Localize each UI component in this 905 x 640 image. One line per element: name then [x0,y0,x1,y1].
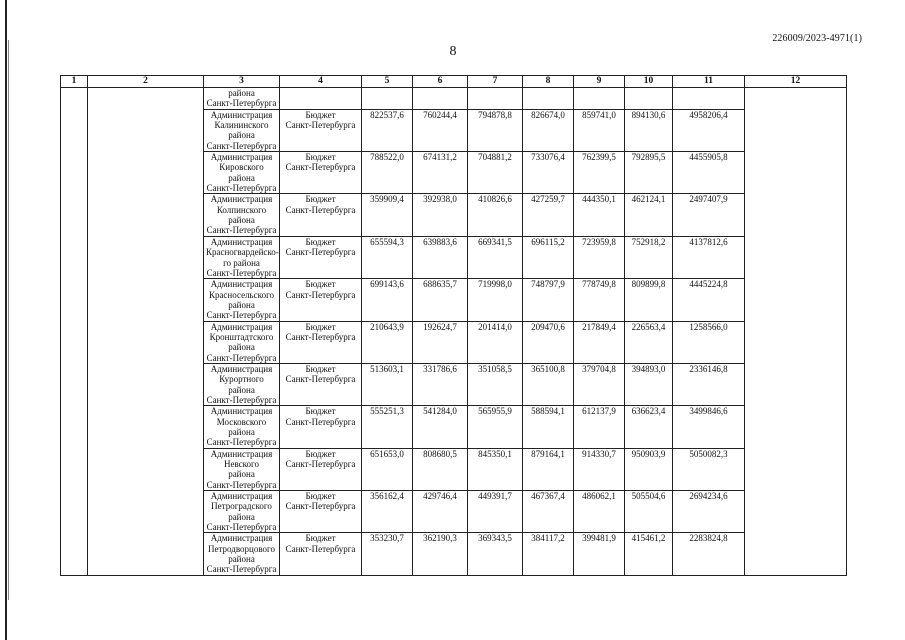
empty-cell [280,88,362,110]
total-cell: 2694234,6 [673,491,745,533]
column-header-6: 6 [413,76,468,88]
column-header-3: 3 [204,76,280,88]
value-cell: 669341,5 [468,236,523,278]
funding-source-cell: Бюджет Санкт-Петербурга [280,279,362,321]
value-cell: 226563,4 [625,321,673,363]
value-cell: 415461,2 [625,533,673,575]
value-cell: 384117,2 [523,533,574,575]
total-cell: 2497407,9 [673,194,745,236]
value-cell: 379704,8 [574,363,625,405]
column-header-10: 10 [625,76,673,88]
organization-cell: Администрация Невского района Санкт-Петербурга [204,448,280,490]
value-cell: 809899,8 [625,279,673,321]
value-cell: 331786,6 [413,363,468,405]
funding-source-cell: Бюджет Санкт-Петербурга [280,491,362,533]
funding-source-cell: Бюджет Санкт-Петербурга [280,406,362,448]
value-cell: 822537,6 [362,109,413,151]
page-number: 8 [449,44,457,59]
funding-source-cell: Бюджет Санкт-Петербурга [280,448,362,490]
value-cell: 879164,1 [523,448,574,490]
value-cell: 651653,0 [362,448,413,490]
organization-cell: Администрация Калининского района Санкт-Петербурга [204,109,280,151]
value-cell: 541284,0 [413,406,468,448]
value-cell: 748797,9 [523,279,574,321]
empty-cell [574,88,625,110]
total-cell: 3499846,6 [673,406,745,448]
total-cell: 4958206,4 [673,109,745,151]
value-cell: 486062,1 [574,491,625,533]
organization-cell: Администрация Красногвардейско- го района Санкт-Петербурга [204,236,280,278]
empty-cell [413,88,468,110]
header-row [61,76,847,88]
value-cell: 699143,6 [362,279,413,321]
funding-source-cell: Бюджет Санкт-Петербурга [280,194,362,236]
value-cell: 392938,0 [413,194,468,236]
total-cell: 4445224,8 [673,279,745,321]
value-cell: 762399,5 [574,152,625,194]
empty-cell [468,88,523,110]
value-cell: 723959,8 [574,236,625,278]
value-cell: 752918,2 [625,236,673,278]
column-header-4: 4 [280,76,362,88]
total-cell: 2336146,8 [673,363,745,405]
value-cell: 914330,7 [574,448,625,490]
organization-cell: Администрация Кронштадтского района Санкт-Петербурга [204,321,280,363]
binding-edge-line-secondary [8,40,9,600]
value-cell: 792895,5 [625,152,673,194]
table-row [61,88,847,110]
column-header-2: 2 [88,76,204,88]
organization-cell: Администрация Петроградского района Санкт-Петербурга [204,491,280,533]
total-cell: 4455905,8 [673,152,745,194]
value-cell: 778749,8 [574,279,625,321]
value-cell: 639883,6 [413,236,468,278]
table-header [61,76,847,88]
funding-source-cell: Бюджет Санкт-Петербурга [280,321,362,363]
organization-cell: Администрация Московского района Санкт-Петербурга [204,406,280,448]
empty-cell [625,88,673,110]
value-cell: 696115,2 [523,236,574,278]
value-cell: 353230,7 [362,533,413,575]
value-cell: 612137,9 [574,406,625,448]
value-cell: 427259,7 [523,194,574,236]
value-cell: 636623,4 [625,406,673,448]
document-number: 226009/2023-4971(1) [772,33,862,44]
table-body [61,88,847,576]
value-cell: 356162,4 [362,491,413,533]
empty-cell [673,88,745,110]
total-cell: 1258566,0 [673,321,745,363]
value-cell: 467367,4 [523,491,574,533]
value-cell: 555251,3 [362,406,413,448]
value-cell: 444350,1 [574,194,625,236]
total-cell: 2283824,8 [673,533,745,575]
value-cell: 201414,0 [468,321,523,363]
value-cell: 565955,9 [468,406,523,448]
number-cell [61,88,88,576]
empty-cell [362,88,413,110]
value-cell: 704881,2 [468,152,523,194]
organization-cell: Администрация Колпинского района Санкт-Петербурга [204,194,280,236]
value-cell: 365100,8 [523,363,574,405]
funding-source-cell: Бюджет Санкт-Петербурга [280,533,362,575]
funding-source-cell: Бюджет Санкт-Петербурга [280,236,362,278]
value-cell: 394893,0 [625,363,673,405]
value-cell: 362190,3 [413,533,468,575]
column-header-7: 7 [468,76,523,88]
column-header-11: 11 [673,76,745,88]
value-cell: 210643,9 [362,321,413,363]
funding-source-cell: Бюджет Санкт-Петербурга [280,152,362,194]
value-cell: 410826,6 [468,194,523,236]
value-cell: 351058,5 [468,363,523,405]
funding-source-cell: Бюджет Санкт-Петербурга [280,109,362,151]
column-header-12: 12 [745,76,847,88]
value-cell: 359909,4 [362,194,413,236]
column-header-5: 5 [362,76,413,88]
organization-cell: Администрация Курортного района Санкт-Петербурга [204,363,280,405]
value-cell: 788522,0 [362,152,413,194]
total-cell: 5050082,3 [673,448,745,490]
value-cell: 209470,6 [523,321,574,363]
value-cell: 859741,0 [574,109,625,151]
value-cell: 845350,1 [468,448,523,490]
value-cell: 674131,2 [413,152,468,194]
value-cell: 826674,0 [523,109,574,151]
binding-edge-line [5,0,7,640]
organization-cell: Администрация Красносельского района Санкт-Петербурга [204,279,280,321]
notes-cell [745,88,847,576]
column-header-1: 1 [61,76,88,88]
value-cell: 462124,1 [625,194,673,236]
value-cell: 760244,4 [413,109,468,151]
organization-cell: района Санкт-Петербурга [204,88,280,110]
value-cell: 733076,4 [523,152,574,194]
value-cell: 655594,3 [362,236,413,278]
value-cell: 369343,5 [468,533,523,575]
value-cell: 449391,7 [468,491,523,533]
value-cell: 399481,9 [574,533,625,575]
value-cell: 192624,7 [413,321,468,363]
value-cell: 505504,6 [625,491,673,533]
value-cell: 217849,4 [574,321,625,363]
value-cell: 588594,1 [523,406,574,448]
value-cell: 688635,7 [413,279,468,321]
value-cell: 794878,8 [468,109,523,151]
value-cell: 808680,5 [413,448,468,490]
organization-cell: Администрация Кировского района Санкт-Петербурга [204,152,280,194]
value-cell: 950903,9 [625,448,673,490]
total-cell: 4137812,6 [673,236,745,278]
funding-source-cell: Бюджет Санкт-Петербурга [280,363,362,405]
budget-table [60,75,847,576]
value-cell: 719998,0 [468,279,523,321]
value-cell: 894130,6 [625,109,673,151]
organization-cell: Администрация Петродворцового района Санкт-Петербурга [204,533,280,575]
empty-cell [523,88,574,110]
program-cell [88,88,204,576]
column-header-9: 9 [574,76,625,88]
value-cell: 513603,1 [362,363,413,405]
column-header-8: 8 [523,76,574,88]
value-cell: 429746,4 [413,491,468,533]
